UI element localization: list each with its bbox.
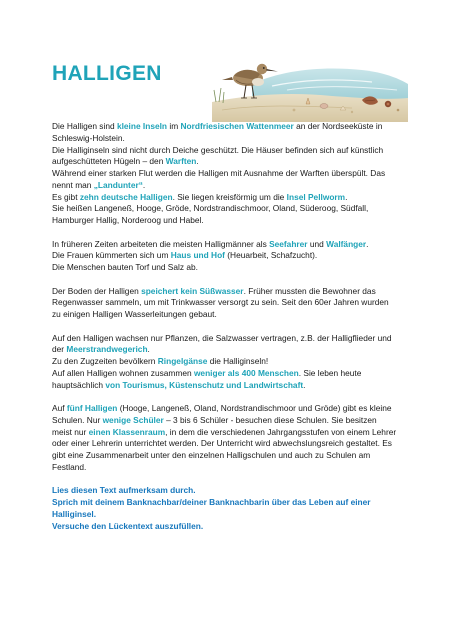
page-title: HALLIGEN xyxy=(52,62,162,85)
paragraph-intro: Die Halligen sind kleine Inseln im Nordfriesischen Wattenmeer an der Nordseeküste in Schleswig-Holstein. Die Halliginseln sind nicht durch Deiche geschützt. Die Häuser befinden sich auf künstlich aufgeschütteten Hügeln – den Warften. Während einer starken Flut werden die Halligen mit Ausnahme der Warften überspült. Das nennt man „Landunter“. Es gibt zehn deutsche Halligen. Sie liegen kreisförmig um die Insel Pellworm. Sie heißen Langeneß, Hooge, Gröde, Nordstrandischmoor, Oland, Süderoog, Südfall, Hamburger Hallig, Norderoog und Habel. xyxy=(52,121,386,225)
highlighted-term: Haus und Hof xyxy=(170,250,225,261)
highlighted-term: einen Klassenraum xyxy=(88,426,166,437)
paragraph-schools: Auf fünf Halligen (Hooge, Langeneß, Oland, Nordstrandischmoor und Gröde) gibt es kleine Schulen. Nur wenige Schüler – 3 bis 6 Schüler - besuchen diese Schulen. Sie besitzen meist nur einen Klassenraum, in dem die verschiedenen Jahrgangsstufen von einem Lehrer oder einer Lehrerin unterrichtet werden. Der Unterricht wird abwechslungsreich gestaltet. Es gibt eine Zusammenarbeit unter den einzelnen Halligschulen und auch zu Schulen am Festland. xyxy=(52,403,397,472)
highlighted-term: von Tourismus, Küstenschutz und Landwirtschaft xyxy=(105,379,304,390)
tasks-block xyxy=(52,485,398,532)
highlighted-term: Nordfriesischen Wattenmeer xyxy=(180,121,294,131)
highlighted-term: speichert kein Süßwasser xyxy=(141,285,244,296)
task-read: Lies diesen Text aufmerksam durch. xyxy=(52,485,196,496)
highlighted-term: Walfänger xyxy=(326,238,367,249)
paragraph-nature-people: Auf den Halligen wachsen nur Pflanzen, die Salzwasser vertragen, z.B. der Halligflieder und der Meerstrandwegerich. Zu den Zugzeiten bevölkern Ringelgänse die Halliginseln! Auf allen Halligen wohnen zusammen weniger als 400 Menschen. Sie leben heute hauptsächlich von Tourismus, Küstenschutz und Landwirtschaft. xyxy=(52,332,392,390)
highlighted-term: weniger als 400 Menschen xyxy=(193,367,299,378)
highlighted-term: kleine Inseln xyxy=(116,121,168,131)
sandpiper-beach-illustration xyxy=(212,40,408,122)
highlighted-term: Seefahrer xyxy=(269,238,308,249)
highlighted-term: Meerstrandwegerich xyxy=(66,344,148,355)
paragraph-water: Der Boden der Halligen speichert kein Süßwasser. Früher mussten die Bewohner das Regenwasser sammeln, um mit Trinkwasser versorgt zu sein. Seit den 60er Jahren wurden zu einigen Halligen Wasserleitungen gebaut. xyxy=(52,285,389,319)
highlighted-term: Insel Pellworm xyxy=(286,191,346,202)
highlighted-term: Ringelgänse xyxy=(157,356,208,366)
highlighted-term: zehn deutsche Halligen xyxy=(79,191,173,202)
article-body xyxy=(52,121,398,532)
highlighted-term: fünf Halligen xyxy=(66,403,118,413)
task-discuss: Sprich mit deinem Banknachbar/deiner Banknachbarin über das Leben auf einer Halliginsel. xyxy=(52,497,371,519)
highlighted-term: Warften xyxy=(165,156,197,167)
highlighted-term: „Landunter“ xyxy=(93,179,143,190)
paragraph-history: In früheren Zeiten arbeiteten die meisten Halligmänner als Seefahrer und Walfänger. Die Frauen kümmerten sich um Haus und Hof (Heuarbeit, Schafzucht). Die Menschen bauten Torf und Salz ab. xyxy=(52,238,369,272)
highlighted-term: wenige Schüler xyxy=(102,414,164,425)
task-fill-gaps: Versuche den Lückentext auszufüllen. xyxy=(52,520,204,531)
